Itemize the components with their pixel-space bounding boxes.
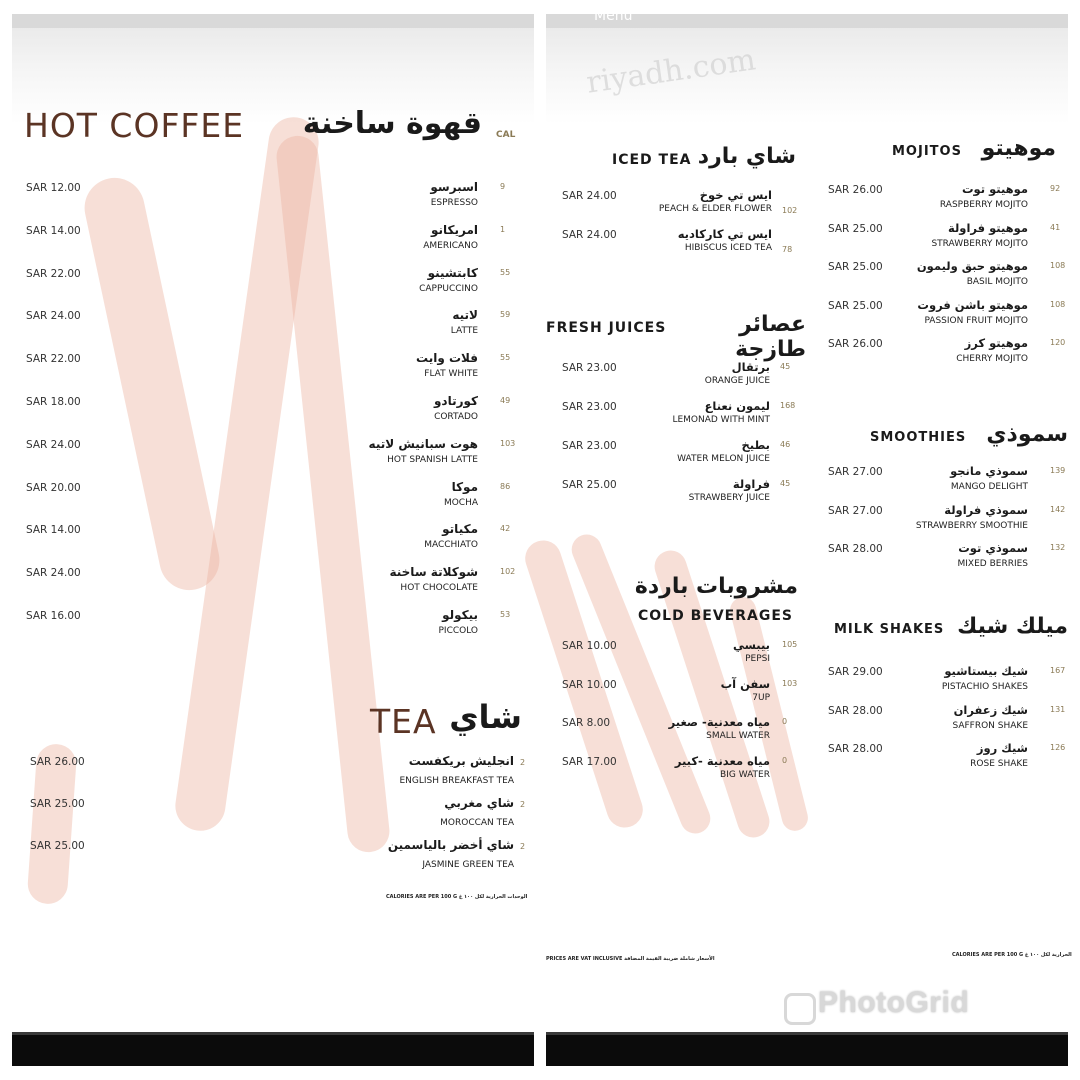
tea-title-ar: شاي: [449, 698, 522, 736]
cal-header: CAL: [496, 130, 516, 140]
item-name-en: STRAWBERRY MOJITO: [931, 238, 1028, 249]
item-name-ar: موهيتو كرز: [964, 336, 1028, 351]
tea-title-en: TEA: [370, 702, 437, 741]
item-price: SAR 28.00: [828, 743, 883, 755]
item-price: SAR 27.00: [828, 504, 883, 517]
item-name-en: LATTE: [450, 326, 478, 337]
item-price: SAR 25.00: [828, 261, 883, 274]
iced-tea-title-ar: شاي بارد: [697, 144, 796, 169]
item-calories: 59: [500, 310, 511, 320]
item-name-en: SMALL WATER: [706, 731, 770, 741]
item-name-ar: سفن آب: [720, 676, 770, 691]
right-menu-page: [546, 8, 1072, 1066]
smoothies-title-ar: سموذي: [986, 422, 1068, 447]
item-name-ar: موهيتو باشن فروت: [917, 297, 1028, 312]
item-price: SAR 8.00: [562, 717, 611, 729]
item-price: SAR 24.00: [562, 190, 617, 202]
item-name-ar: ايس تي خوخ: [699, 188, 772, 202]
photogrid-logo-icon: [784, 993, 816, 1025]
item-calories: 103: [500, 438, 516, 448]
item-name-en: CAPPUCCINO: [419, 283, 478, 294]
item-name-ar: اسبرسو: [430, 180, 478, 194]
item-name-ar: مكياتو: [442, 522, 478, 537]
item-name-ar: ايس تي كاركاديه: [677, 226, 772, 241]
item-calories: 0: [782, 717, 788, 726]
item-name-ar: شيك روز: [976, 741, 1028, 755]
item-price: SAR 23.00: [562, 440, 617, 452]
item-name-en: MANGO DELIGHT: [950, 482, 1028, 492]
item-price: SAR 25.00: [828, 222, 883, 235]
item-calories: 45: [780, 479, 791, 488]
item-calories: 86: [500, 481, 511, 491]
photogrid-logo: PhotoGrid: [818, 986, 970, 1019]
item-name-en: STRAWBERRY SMOOTHIE: [915, 520, 1028, 531]
item-calories: 120: [1050, 338, 1066, 348]
item-name-en: MOROCCAN TEA: [440, 818, 514, 828]
item-name-en: SAFFRON SHAKE: [952, 720, 1028, 731]
item-price: SAR 22.00: [26, 267, 81, 280]
item-price: SAR 23.00: [562, 401, 617, 413]
item-price: SAR 28.00: [828, 543, 883, 555]
item-price: SAR 10.00: [562, 640, 617, 652]
item-name-en: CHERRY MOJITO: [956, 354, 1028, 365]
fresh-juices-title-en: FRESH JUICES: [546, 320, 667, 336]
item-name-ar: سموذي مانجو: [950, 464, 1028, 478]
item-calories: 126: [1050, 743, 1066, 752]
item-name-en: ENGLISH BREAKFAST TEA: [399, 776, 514, 786]
item-price: SAR 27.00: [828, 466, 883, 478]
item-name-ar: لاتيه: [452, 308, 478, 323]
item-name-en: HIBISCUS ICED TEA: [684, 242, 772, 253]
item-name-ar: هوت سبانيش لاتيه: [368, 436, 478, 451]
item-calories: 49: [500, 396, 511, 405]
item-price: SAR 29.00: [828, 666, 883, 678]
fresh-juices-title-ar: عصائر طازجة: [735, 312, 806, 362]
item-name-en: BIG WATER: [720, 769, 770, 780]
item-name-en: 7UP: [752, 692, 770, 703]
left-menu-page: [12, 14, 534, 1066]
item-calories: 55: [500, 267, 511, 277]
item-calories: 139: [1050, 466, 1066, 475]
item-price: SAR 24.00: [26, 438, 81, 451]
item-name-ar: موهيتو فراولة: [948, 220, 1028, 235]
item-calories: 55: [500, 353, 511, 363]
bottom-bar: [12, 1032, 534, 1066]
item-name-en: CORTADO: [434, 412, 478, 422]
item-name-ar: شوكلاتة ساخنة: [389, 565, 478, 580]
item-name-ar: شيك بيستاشيو: [944, 664, 1028, 678]
item-name-en: PISTACHIO SHAKES: [941, 682, 1028, 692]
item-calories: 92: [1050, 184, 1061, 193]
item-price: SAR 24.00: [26, 310, 81, 323]
milk-shakes-title-en: MILK SHAKES: [834, 622, 945, 637]
item-name-ar: مياه معدنية- صغير: [668, 715, 770, 729]
item-calories: 2: [520, 800, 526, 809]
item-price: SAR 24.00: [26, 567, 81, 580]
item-name-en: PEACH & ELDER FLOWER: [658, 204, 772, 214]
cold-beverages-title-ar: مشروبات باردة: [634, 574, 798, 599]
item-name-en: PEPSI: [745, 654, 770, 664]
item-price: SAR 25.00: [562, 479, 617, 491]
item-name-en: WATER MELON JUICE: [677, 454, 770, 464]
item-name-ar: برتقال: [731, 360, 770, 374]
milk-shakes-title-ar: ميلك شيك: [957, 614, 1068, 639]
item-name-en: LEMONAD WITH MINT: [672, 415, 770, 425]
item-price: SAR 18.00: [26, 396, 81, 408]
item-calories: 0: [782, 755, 788, 765]
item-name-ar: بطيخ: [741, 438, 770, 452]
item-calories: 2: [520, 842, 526, 851]
item-name-en: HOT SPANISH LATTE: [387, 454, 478, 465]
item-name-en: FLAT WHITE: [424, 369, 478, 380]
item-name-ar: سموذي توت: [958, 541, 1028, 555]
bottom-bar: [546, 1032, 1068, 1066]
watermark-text: riyadh.com: [584, 42, 758, 101]
iced-tea-title-en: ICED TEA: [612, 152, 692, 168]
item-calories: 102: [500, 567, 516, 577]
item-name-en: PICCOLO: [438, 626, 478, 636]
item-name-en: ORANGE JUICE: [704, 376, 770, 386]
item-name-en: AMERICANO: [423, 240, 478, 251]
hot-coffee-title-ar: قهوة ساخنة: [302, 106, 482, 141]
item-name-ar: شاي مغربي: [444, 796, 514, 810]
item-name-ar: مياه معدنية -كبير: [674, 753, 770, 768]
item-calories: 41: [1050, 222, 1061, 232]
item-price: SAR 28.00: [828, 704, 883, 717]
item-name-en: MOCHA: [443, 497, 478, 508]
item-price: SAR 17.00: [562, 755, 617, 768]
item-name-ar: كورتادو: [433, 394, 478, 408]
item-calories: 108: [1050, 299, 1066, 309]
item-name-ar: موهيتو حبق وليمون: [916, 259, 1028, 274]
item-price: SAR 14.00: [26, 224, 81, 237]
calories-note: CALORIES ARE PER 100 G الوحدات الحرارية لكل ١٠٠ غ: [386, 894, 528, 900]
vat-note: PRICES ARE VAT INCLUSIVE الأسعار شاملة ضريبة القيمة المضافة: [546, 956, 715, 962]
item-price: SAR 23.00: [562, 362, 617, 374]
item-price: SAR 12.00: [26, 182, 81, 194]
item-name-ar: موهيتو توت: [962, 182, 1028, 196]
item-calories: 2: [520, 758, 526, 767]
item-price: SAR 16.00: [26, 610, 81, 622]
item-name-ar: سموذي فراولة: [944, 502, 1028, 517]
item-calories: 131: [1050, 704, 1066, 714]
item-name-en: HOT CHOCOLATE: [400, 583, 478, 594]
item-name-en: RASPBERRY MOJITO: [939, 200, 1028, 210]
item-price: SAR 25.00: [828, 299, 883, 312]
item-name-en: ESPRESSO: [430, 198, 478, 208]
item-name-en: MACCHIATO: [424, 540, 478, 551]
item-name-ar: انجليش بريكفست: [408, 754, 514, 768]
top-strip: [12, 14, 534, 28]
item-name-en: STRAWBERY JUICE: [688, 493, 770, 503]
item-name-ar: امريكانو: [430, 222, 478, 237]
item-name-ar: ليمون نعناع: [704, 399, 770, 413]
item-calories: 142: [1050, 504, 1066, 514]
mojitos-title-en: MOJITOS: [892, 144, 962, 159]
item-calories: 45: [780, 362, 791, 371]
item-name-ar: شاي أخضر بالياسمين: [387, 838, 514, 852]
item-name-ar: فلات وايت: [416, 351, 478, 366]
item-calories: 105: [782, 640, 798, 649]
item-price: SAR 20.00: [26, 481, 81, 494]
item-calories: 78: [782, 244, 793, 254]
item-calories: 46: [780, 440, 791, 449]
item-price: SAR 24.00: [562, 228, 617, 241]
item-price: SAR 10.00: [562, 678, 617, 691]
top-menu-label: Menu: [594, 8, 633, 24]
item-name-ar: شيك زعفران: [953, 702, 1028, 717]
item-calories: 103: [782, 678, 798, 688]
mojitos-title-ar: موهيتو: [981, 136, 1056, 161]
item-calories: 102: [782, 206, 798, 215]
item-calories: 9: [500, 182, 506, 191]
hot-coffee-title-en: HOT COFFEE: [24, 106, 245, 145]
cold-beverages-title-en: COLD BEVERAGES: [638, 608, 793, 624]
item-name-en: JASMINE GREEN TEA: [422, 860, 514, 870]
item-name-ar: بيكولو: [442, 608, 478, 622]
item-price: SAR 25.00: [30, 798, 85, 810]
item-calories: 167: [1050, 666, 1066, 675]
item-price: SAR 26.00: [30, 756, 85, 768]
smoothies-title-en: SMOOTHIES: [870, 430, 967, 445]
item-name-ar: بيبسي: [732, 638, 770, 652]
decorative-brush-stroke: [79, 172, 225, 595]
item-price: SAR 26.00: [828, 184, 883, 196]
item-price: SAR 22.00: [26, 353, 81, 366]
item-price: SAR 26.00: [828, 338, 883, 351]
item-calories: 42: [500, 524, 511, 534]
item-name-ar: فراولة: [732, 477, 770, 491]
item-name-en: BASIL MOJITO: [966, 277, 1028, 288]
decorative-brush-stroke: [274, 134, 391, 854]
item-calories: 168: [780, 401, 796, 410]
item-name-ar: موكا: [451, 479, 478, 494]
item-name-ar: كابتشينو: [427, 265, 478, 280]
item-price: SAR 25.00: [30, 840, 85, 852]
item-calories: 53: [500, 610, 511, 619]
item-name-en: PASSION FRUIT MOJITO: [924, 315, 1028, 326]
calories-note: CALORIES ARE PER 100 G الحرارية لكل ١٠٠ غ: [952, 952, 1072, 958]
item-calories: 132: [1050, 543, 1066, 552]
item-name-en: MIXED BERRIES: [957, 559, 1028, 569]
item-calories: 1: [500, 224, 506, 234]
item-price: SAR 14.00: [26, 524, 81, 537]
item-name-en: ROSE SHAKE: [970, 759, 1028, 769]
item-calories: 108: [1050, 261, 1066, 271]
